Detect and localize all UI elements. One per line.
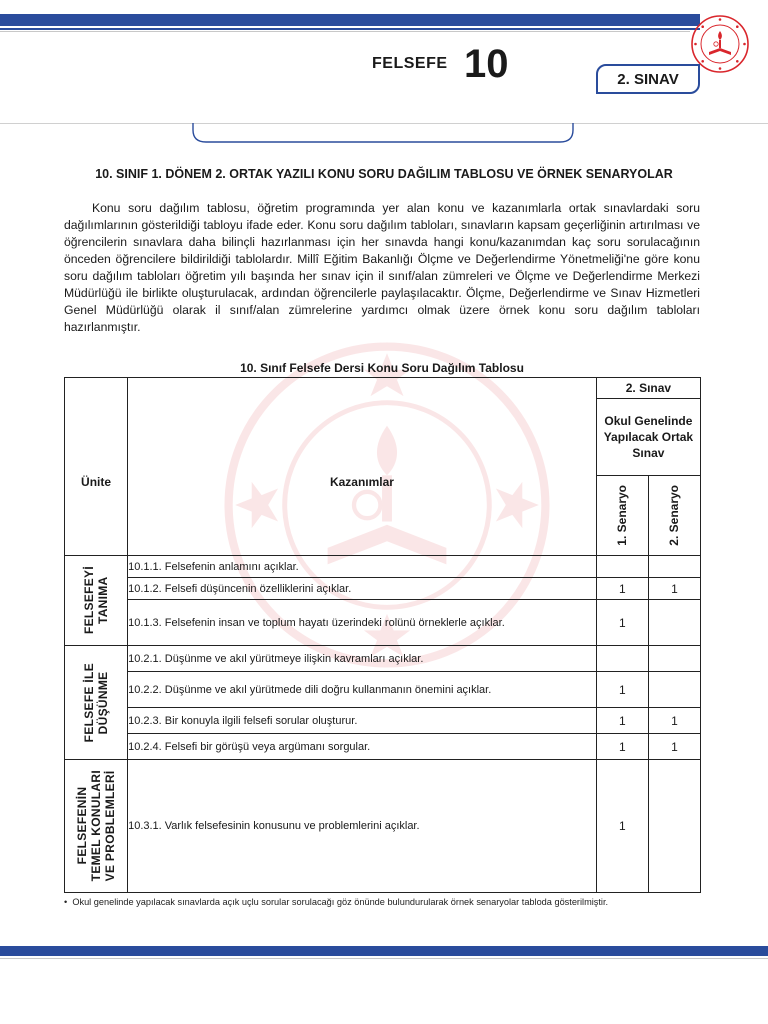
header-band <box>0 14 700 26</box>
outcome-cell: 10.2.2. Düşünme ve akıl yürütmede dili doğru kullanmanın önemini açıklar. <box>128 672 597 708</box>
header-band-line <box>0 28 700 30</box>
outcome-cell: 10.1.1. Felsefenin anlamını açıklar. <box>128 556 597 578</box>
footer-band-grey-line <box>0 958 768 959</box>
table-row <box>65 708 701 734</box>
scenario1-cell: 1 <box>596 708 648 734</box>
scenario2-cell: 1 <box>648 578 700 600</box>
scenario2-cell <box>648 646 700 672</box>
header-band-grey-line <box>0 31 690 32</box>
scenario2-cell: 1 <box>648 708 700 734</box>
scenario2-cell <box>648 760 700 893</box>
scenario2-cell <box>648 600 700 646</box>
unit-header: Ünite <box>65 378 128 556</box>
exam-badge: 2. SINAV <box>596 64 700 94</box>
table-note-text: Okul genelinde yapılacak sınavlarda açık uçlu sorular sorulacağı göz önünde bulundurularak örnek senaryolar tabloda gösterilmiştir. <box>72 897 609 907</box>
unit-cell: FELSEFE İLE DÜŞÜNME <box>65 646 128 760</box>
outcome-cell: 10.2.3. Bir konuyla ilgili felsefi sorular oluşturur. <box>128 708 597 734</box>
table-row <box>65 600 701 646</box>
table-row <box>65 578 701 600</box>
outcomes-header: Kazanımlar <box>128 378 597 556</box>
scenario2-cell <box>648 672 700 708</box>
distribution-table <box>64 377 701 893</box>
scenario1-cell: 1 <box>596 578 648 600</box>
outcome-cell: 10.1.2. Felsefi düşüncenin özelliklerini açıklar. <box>128 578 597 600</box>
table-note: • Okul genelinde yapılacak sınavlarda açık uçlu sorular sorulacağı göz önünde bulundurularak örnek senaryolar tabloda gösterilmiştir. <box>64 897 609 907</box>
scenario2-header: 2. Senaryo <box>648 476 700 556</box>
outcome-cell: 10.2.4. Felsefi bir görüşü veya argümanı sorgular. <box>128 734 597 760</box>
scenario1-cell <box>596 556 648 578</box>
scenario2-cell <box>648 556 700 578</box>
scenario1-cell: 1 <box>596 734 648 760</box>
exam-header: 2. Sınav <box>596 378 700 399</box>
exam-type-header: Okul Genelinde Yapılacak Ortak Sınav <box>596 399 700 476</box>
outcome-cell: 10.3.1. Varlık felsefesinin konusunu ve problemlerini açıklar. <box>128 760 597 893</box>
scenario1-cell <box>596 646 648 672</box>
unit-cell: FELSEFENİN TEMEL KONULARI VE PROBLEMLERİ <box>65 760 128 893</box>
table-caption: 10. Sınıf Felsefe Dersi Konu Soru Dağılım Tablosu <box>240 361 524 375</box>
table-row <box>65 672 701 708</box>
document-title: 10. SINIF 1. DÖNEM 2. ORTAK YAZILI KONU SORU DAĞILIM TABLOSU VE ÖRNEK SENARYOLAR <box>95 167 673 181</box>
scenario1-cell: 1 <box>596 760 648 893</box>
intro-paragraph: Konu soru dağılım tablosu, öğretim programında yer alan konu ve kazanımlarla ortak sınavlardaki soru dağılımlarının gösterildiği tabloyu ifade eder. Konu soru dağılım tabloları, sınavların kapsam geçerliğinin artırılması ve öğrencilerin sınavlara daha bilinçli hazırlanması için her sınavda hangi konu/kazanımdan kaç soru sorulacağının önceden öğrencilere bildirildiği tablolardır. Millî Eğitim Bakanlığı Ölçme ve Değerlendirme Yönetmeliği'ne göre konu soru dağılım tabloları öğretim yılı başında her sınav için il sınıf/alan zümreleri ve Ölçme ve Değerlendirme Merkezi Müdürlüğü ile birlikte oluşturulacak, ardından öğrencilerle paylaşılacaktır. Ölçme, Değerlendirme ve Sınav Hizmetleri Genel Müdürlüğü olarak il sınıf/alan zümrelerine yardımcı olmak üzere örnek konu soru dağılım tabloları hazırlanmıştır. <box>64 201 700 334</box>
unit-cell: FELSEFEYİ TANIMA <box>65 556 128 646</box>
header-tab-shape <box>192 122 574 144</box>
table-row <box>65 760 701 893</box>
scenario2-cell: 1 <box>648 734 700 760</box>
outcome-cell: 10.1.3. Felsefenin insan ve toplum hayatı üzerindeki rolünü örneklerle açıklar. <box>128 600 597 646</box>
scenario1-cell: 1 <box>596 672 648 708</box>
grade-number: 10 <box>464 42 509 86</box>
scenario1-cell: 1 <box>596 600 648 646</box>
outcome-cell: 10.2.1. Düşünme ve akıl yürütmeye ilişkin kavramları açıklar. <box>128 646 597 672</box>
table-row <box>65 556 701 578</box>
table-row <box>65 734 701 760</box>
scenario1-header: 1. Senaryo <box>596 476 648 556</box>
footer-band <box>0 946 768 956</box>
subject-title: FELSEFE <box>372 55 448 72</box>
table-row <box>65 646 701 672</box>
